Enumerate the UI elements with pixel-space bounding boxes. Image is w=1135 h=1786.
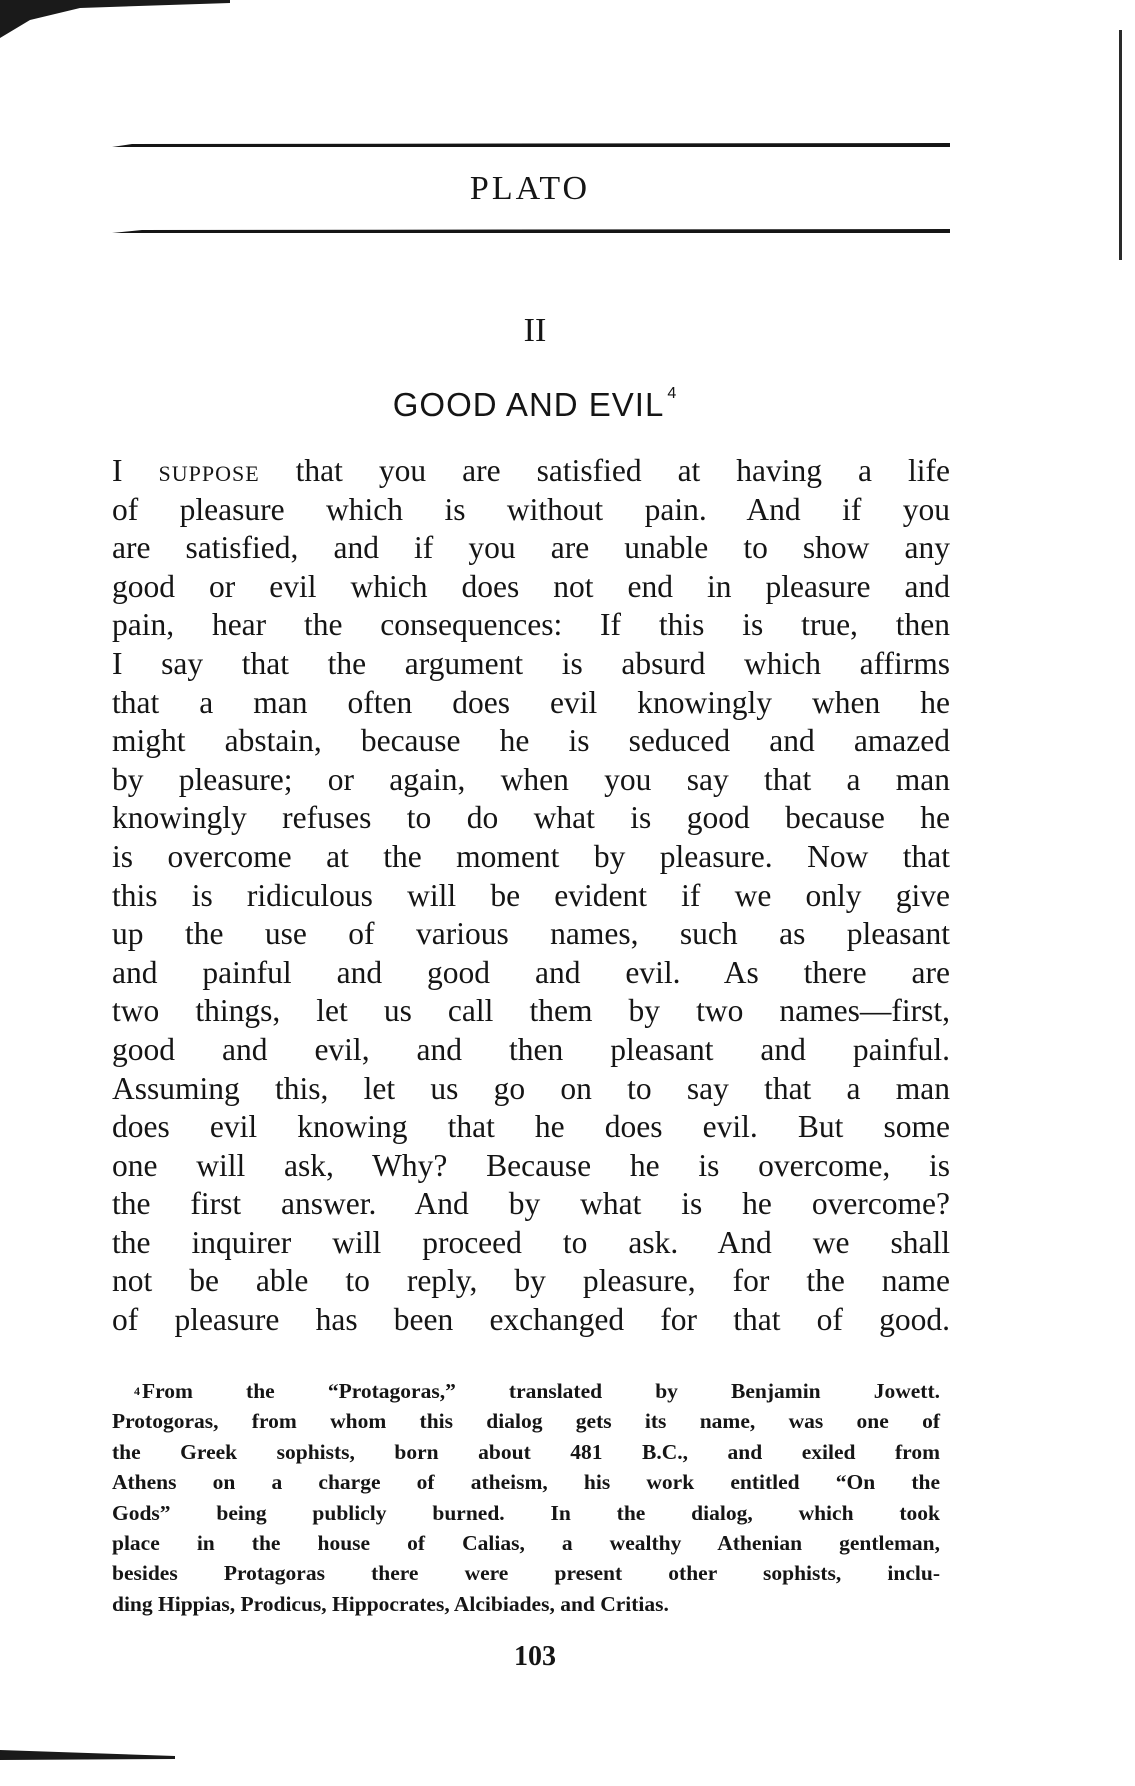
opening-smallcaps: suppose bbox=[158, 453, 260, 488]
body-line: that a man often does evil knowingly when he bbox=[112, 684, 950, 720]
body-line: this is ridiculous will be evident if we only give bbox=[112, 877, 950, 913]
body-line: not be able to reply, by pleasure, for the name bbox=[112, 1263, 950, 1299]
footnote-line-text: From the “Protagoras,” translated by Benjamin Jowett. bbox=[142, 1379, 940, 1403]
chapter-title-text: GOOD AND EVIL bbox=[392, 386, 665, 423]
footnote-reference: 4 bbox=[667, 385, 678, 402]
body-line: of pleasure which is without pain. And if you bbox=[112, 491, 950, 527]
body-line: by pleasure; or again, when you say that a man bbox=[112, 761, 950, 797]
footnote-line: place in the house of Calias, a wealthy Athenian gentleman, bbox=[112, 1530, 940, 1555]
body-paragraph bbox=[112, 452, 950, 1340]
scan-edge-mark bbox=[0, 0, 230, 40]
chapter-number: II bbox=[523, 312, 547, 349]
body-line: might abstain, because he is seduced and amazed bbox=[112, 723, 950, 759]
body-line: two things, let us call them by two names—first, bbox=[112, 993, 950, 1029]
body-line: one will ask, Why? Because he is overcome, is bbox=[112, 1147, 950, 1183]
running-head: PLATO bbox=[469, 170, 591, 207]
body-line: good or evil which does not end in pleasure and bbox=[112, 568, 950, 604]
footnote-line bbox=[112, 1376, 940, 1406]
footnote-line: Gods” being publicly burned. In the dialog, which took bbox=[112, 1500, 940, 1525]
chapter-title bbox=[0, 385, 1070, 423]
body-line: the inquirer will proceed to ask. And we shall bbox=[112, 1224, 950, 1260]
body-line: does evil knowing that he does evil. But some bbox=[112, 1109, 950, 1145]
body-line: and painful and good and evil. As there are bbox=[112, 954, 950, 990]
footnote bbox=[112, 1376, 940, 1619]
opening-word: I bbox=[112, 453, 123, 488]
page-number: 103 bbox=[514, 1641, 556, 1672]
footnote-line: the Greek sophists, born about 481 B.C., and exiled from bbox=[112, 1439, 940, 1464]
body-line: good and evil, and then pleasant and painful. bbox=[112, 1031, 950, 1067]
header-rule-top bbox=[112, 142, 950, 148]
body-line: are satisfied, and if you are unable to show any bbox=[112, 530, 950, 566]
body-line: pain, hear the consequences: If this is true, then bbox=[112, 607, 950, 643]
body-line bbox=[112, 452, 950, 491]
scan-edge-mark bbox=[0, 1748, 175, 1762]
header-rule-bottom bbox=[112, 228, 950, 234]
body-line: I say that the argument is absurd which affirms bbox=[112, 645, 950, 681]
body-line: Assuming this, let us go on to say that a man bbox=[112, 1070, 950, 1106]
body-line: up the use of various names, such as pleasant bbox=[112, 916, 950, 952]
body-line: knowingly refuses to do what is good because he bbox=[112, 800, 950, 836]
footnote-marker: 4 bbox=[134, 1384, 140, 1398]
body-line: is overcome at the moment by pleasure. Now that bbox=[112, 838, 950, 874]
body-line-text: that you are satisfied at having a life bbox=[259, 453, 950, 488]
footnote-line: besides Protagoras there were present other sophists, inclu- bbox=[112, 1561, 940, 1586]
footnote-line: Protogoras, from whom this dialog gets its name, was one of bbox=[112, 1409, 940, 1434]
footnote-line: ding Hippias, Prodicus, Hippocrates, Alcibiades, and Critias. bbox=[112, 1591, 669, 1616]
body-line: of pleasure has been exchanged for that of good. bbox=[112, 1302, 950, 1338]
body-line: the first answer. And by what is he overcome? bbox=[112, 1186, 950, 1222]
scan-edge-mark bbox=[1118, 30, 1124, 260]
footnote-line: Athens on a charge of atheism, his work entitled “On the bbox=[112, 1470, 940, 1495]
